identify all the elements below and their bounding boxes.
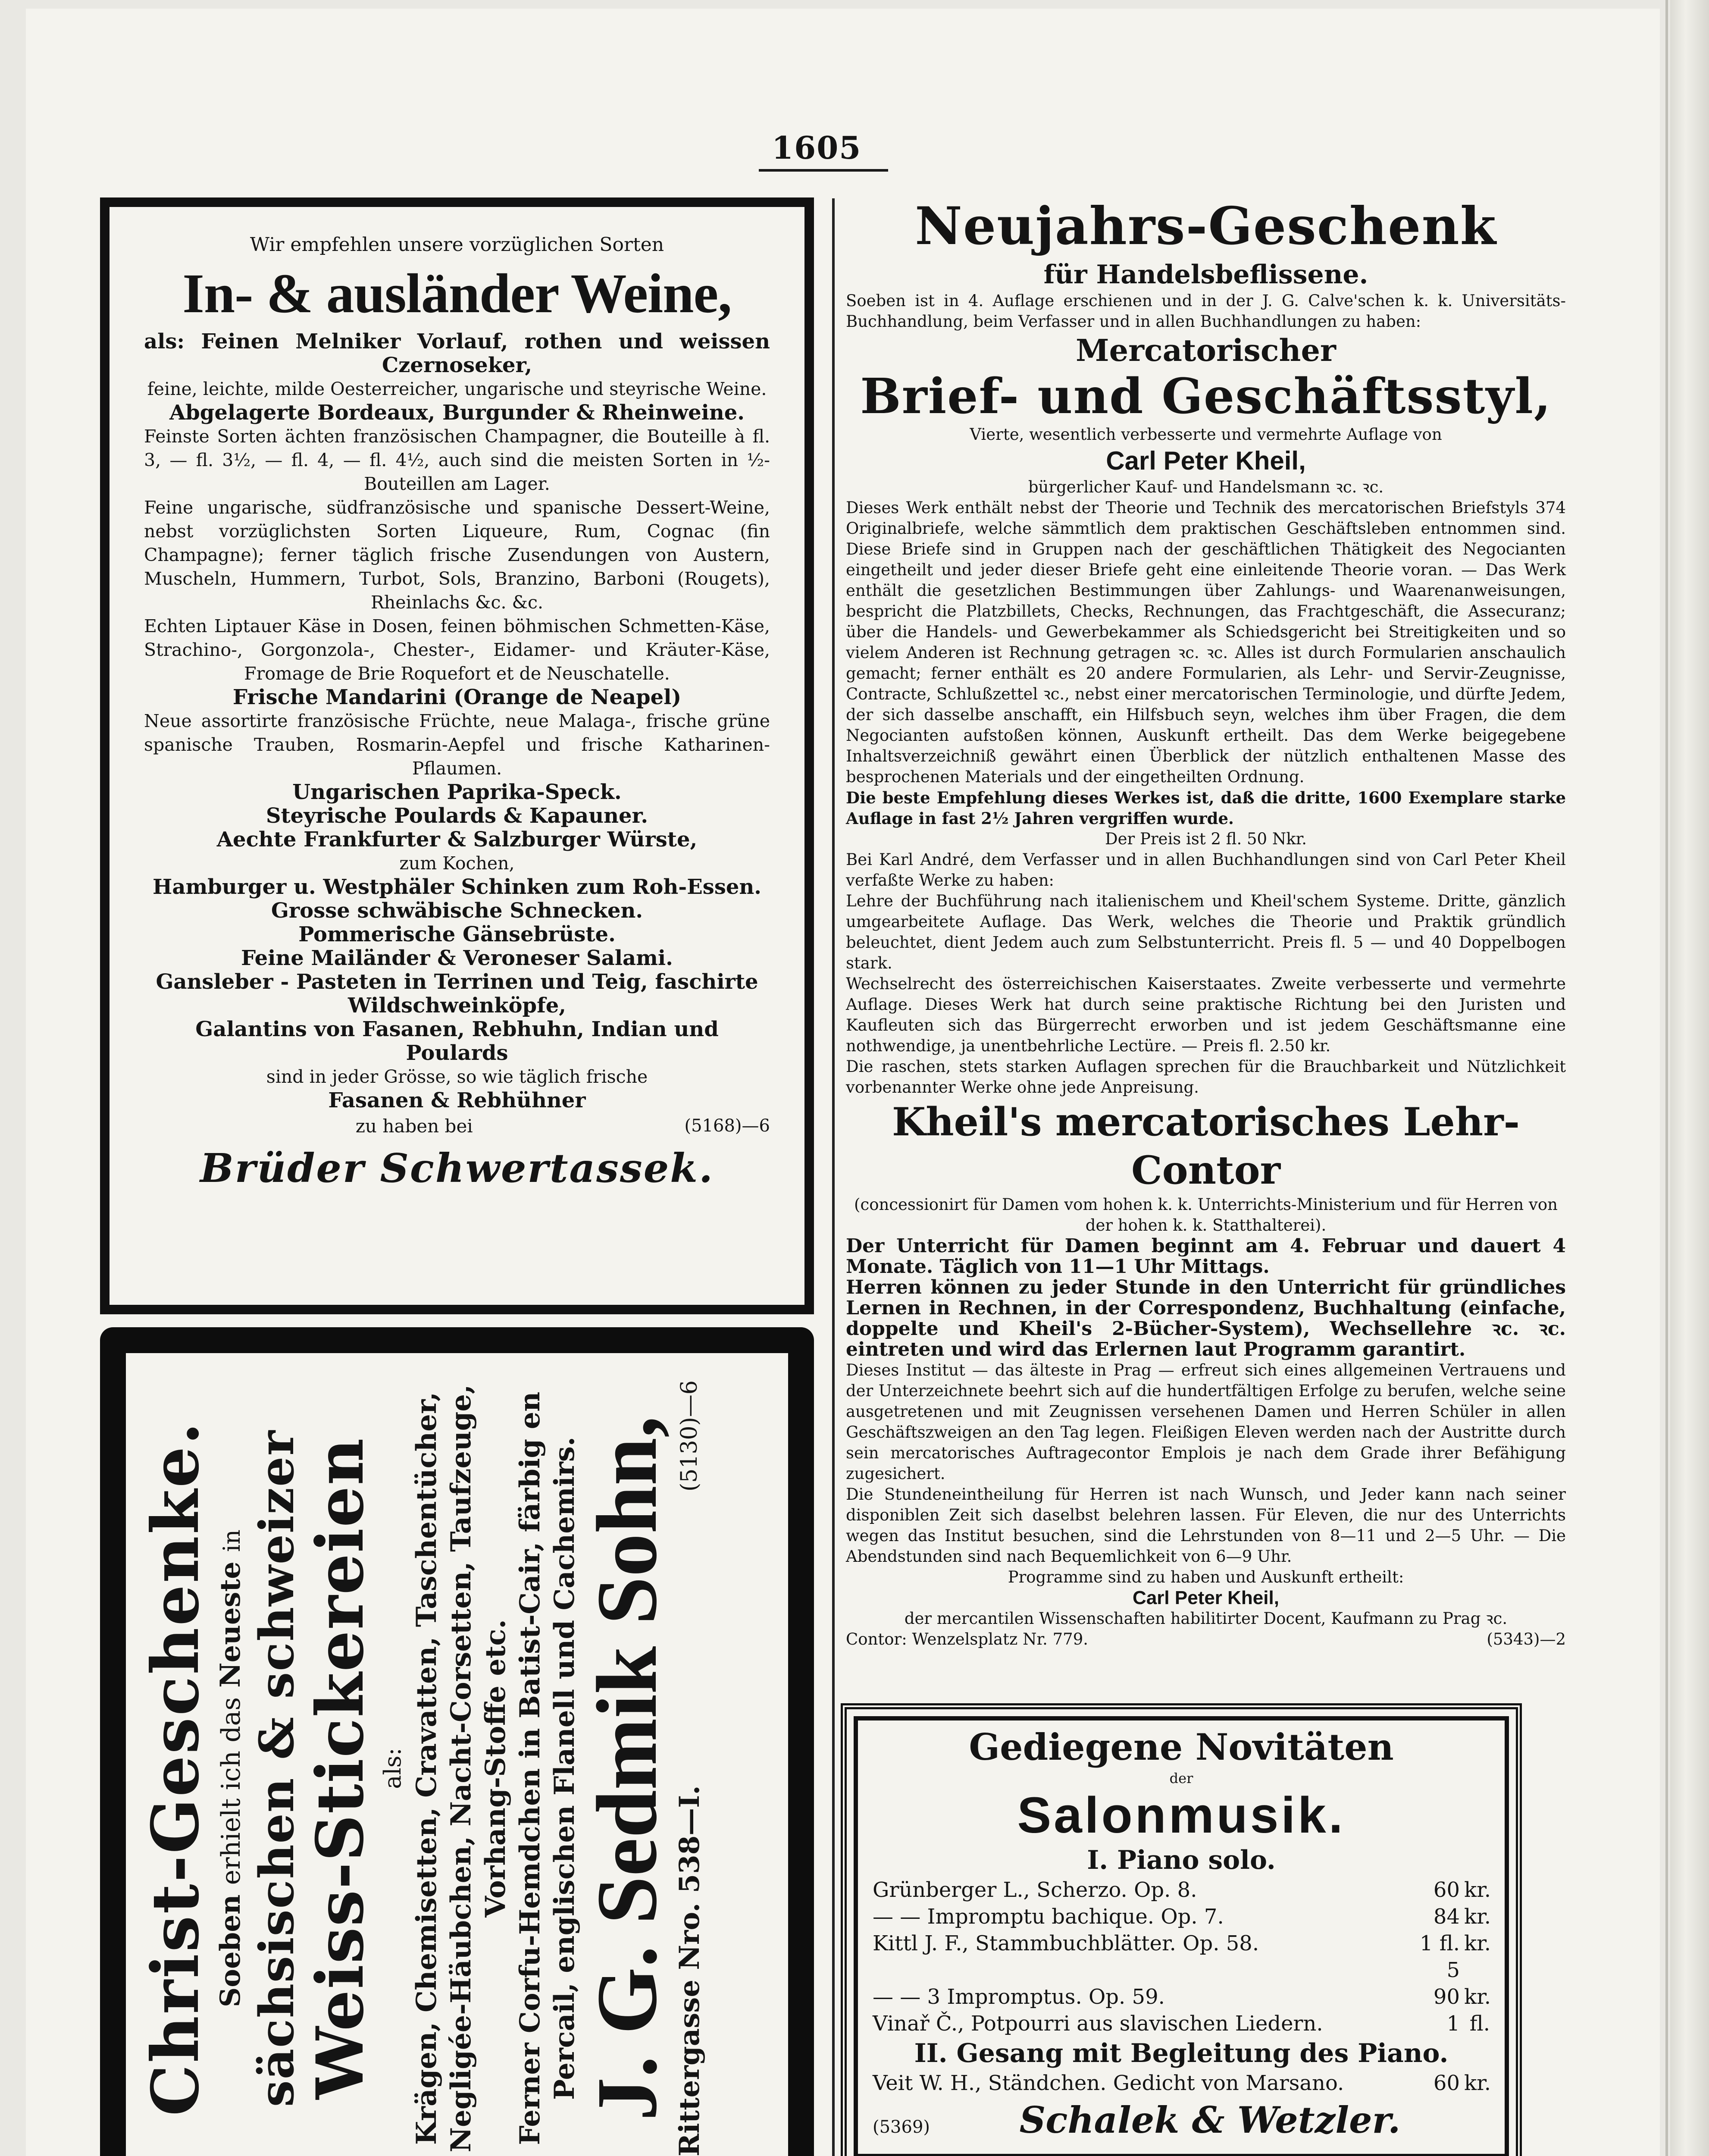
xmas-address: Rittergasse Nro. 538—I.	[673, 1785, 706, 2156]
music-advertisement	[841, 1703, 1522, 2156]
xmas-item: Krägen, Chemisetten, Cravatten, Taschentücher,	[410, 1391, 443, 2145]
music-row-price: 1 fl. 5	[1419, 1931, 1460, 1982]
wine-line: feine, leichte, milde Oesterreicher, ungarische und steyrische Weine.	[147, 379, 767, 399]
music-row-title: Vinař Č., Potpourri aus slavischen Liedern.	[873, 2012, 1323, 2036]
xmas-item: Ferner Corfu-Hemdchen in Batist-Cair, färbig en	[514, 1391, 546, 2145]
music-row	[873, 1903, 1490, 1930]
xmas-origin: sächsischen & schweizer	[249, 1429, 304, 2107]
page-number: 1605	[772, 129, 862, 166]
newyear-subtitle: für Handelsbeflissene.	[1043, 260, 1368, 290]
music-row-price: 60	[1433, 1878, 1460, 1902]
wine-line: Abgelagerte Bordeaux, Burgunder & Rheinweine.	[169, 401, 745, 425]
wine-available: zu haben bei	[355, 1116, 473, 1137]
xmas-item: Negligée-Häubchen, Nacht-Corsetten, Taufzeuge,	[445, 1384, 477, 2152]
music-title: Gediegene Novitäten	[969, 1726, 1394, 1768]
wine-line: Hamburger u. Westphäler Schinken zum Roh-Essen.	[153, 875, 761, 899]
column-divider	[832, 198, 835, 2156]
xmas-erhielt: erhielt ich das	[216, 1697, 246, 1885]
wine-line: Gansleber - Pasteten in Terrinen und Teig, faschirte Wildschweinköpfe,	[156, 970, 758, 1018]
xmas-intro-row	[213, 1363, 249, 2156]
wine-line: Frische Mandarini (Orange de Neapel)	[232, 685, 682, 709]
xmas-als: als:	[379, 1747, 406, 1789]
book-author-role: bürgerlicher Kauf- und Handelsmann ꝛc. ꝛc.	[1028, 478, 1384, 496]
music-row	[873, 1930, 1490, 1984]
wine-line: Feine Mailänder & Veroneser Salami.	[241, 946, 673, 970]
music-der: der	[1169, 1770, 1193, 1786]
xmas-title: Christ-Geschenke.	[138, 1420, 213, 2116]
wine-line: Neue assortirte französische Früchte, neue Malaga-, frische grüne spanische Trauben, Rosmarin-Aepfel und frische Katharinen-Pflaumen.	[144, 711, 770, 779]
page-edge-line	[1665, 0, 1668, 2156]
wine-headline: In- & ausländer Weine,	[182, 263, 732, 325]
music-ref: (5369)	[873, 2117, 930, 2137]
xmas-soeben: Soeben	[214, 1894, 247, 2007]
music-section-piano: I. Piano solo.	[1087, 1845, 1276, 1875]
xmas-product: Weiss-Stickereien	[302, 1437, 378, 2100]
xmas-neueste: Neueste	[214, 1561, 247, 1688]
xmas-item: Vorhang-Stoffe etc.	[479, 1619, 512, 1918]
music-row-title: — — 3 Impromptus. Op. 59.	[873, 1985, 1165, 2009]
contor-damen: Der Unterricht für Damen beginnt am 4. Februar und dauert 4 Monate. Täglich von 11—1 Uhr Mittags.	[846, 1235, 1566, 1278]
contor-program: Programme sind zu haben und Auskunft ertheilt:	[1008, 1568, 1404, 1586]
right-column	[846, 194, 1566, 1650]
christmas-advertisement	[100, 1327, 814, 2156]
wine-line: zum Kochen,	[399, 853, 515, 874]
contor-signature-name: Carl Peter Kheil,	[1133, 1587, 1279, 1608]
book3: Wechselrecht des österreichischen Kaiserstaates. Zweite verbesserte und vermehrte Auflage. Dieses Werk hat durch seine praktische Richtung bei den Juristen und Kaufleuten sich das Bürgerrecht erworben und ist jedem Geschäftsmanne eine nothwendige, ja unentbehrliche Lectüre. — Preis fl. 2.50 kr.	[846, 975, 1566, 1055]
music-row-price: 60	[1433, 2071, 1460, 2095]
book2: Lehre der Buchführung nach italienischem und Kheil'schem Systeme. Dritte, gänzlich umgearbeitete Auflage. Das Werk, welches die Theorie und Praktik gründlich beleuchtet, dient Jedem auch zum Selbstunterricht. Preis fl. 5 — und 40 Doppelbogen stark.	[846, 892, 1566, 972]
page-number-underline	[759, 169, 888, 172]
christmas-ad-content	[138, 1363, 776, 2156]
book-price: Der Preis ist 2 fl. 50 Nkr.	[1105, 830, 1307, 848]
newyear-intro: Soeben ist in 4. Auflage erschienen und in der J. G. Calve'schen k. k. Universitäts-Buchhandlung, beim Verfasser und in allen Buchhandlungen zu haben:	[846, 291, 1566, 331]
music-row-unit: kr.	[1464, 1878, 1491, 1902]
wine-line: als: Feinen Melniker Vorlauf, rothen und weissen Czernoseker,	[144, 329, 770, 377]
music-row	[873, 2070, 1490, 2096]
book-edition: Vierte, wesentlich verbesserte und vermehrte Auflage von	[970, 425, 1442, 444]
music-row-title: Veit W. H., Ständchen. Gedicht von Marsano.	[873, 2071, 1344, 2095]
music-salon: Salonmusik.	[1017, 1787, 1346, 1844]
music-row-title: — — Impromptu bachique. Op. 7.	[873, 1905, 1224, 1929]
wine-line: Galantins von Fasanen, Rebhuhn, Indian und Poulards	[195, 1017, 719, 1065]
wine-intro: Wir empfehlen unsere vorzüglichen Sorten	[250, 234, 664, 256]
wine-line: Echten Liptauer Käse in Dosen, feinen böhmischen Schmetten-Käse, Strachino-, Gorgonzola-, Chester-, Eidamer- und Kräuter-Käse, Fromage de Brie Roquefort et de Neuschatelle.	[144, 616, 770, 684]
music-row	[873, 1877, 1490, 1903]
music-row-unit: kr.	[1464, 2071, 1491, 2095]
music-row-unit: kr.	[1464, 1931, 1491, 1955]
also-by: Bei Karl André, dem Verfasser und in allen Buchhandlungen sind von Carl Peter Kheil verfaßte Werke zu haben:	[846, 850, 1566, 890]
wine-line: Pommerische Gänsebrüste.	[298, 922, 616, 946]
contor-ref: (5343)—2	[1487, 1630, 1566, 1648]
xmas-footer	[673, 1363, 707, 2156]
wine-line: Grosse schwäbische Schnecken.	[271, 899, 643, 923]
contor-footer	[846, 1629, 1566, 1650]
xmas-ref: (5130)—6	[676, 1380, 702, 1492]
xmas-item: Percail, englischen Flanell und Cachemirs.	[548, 1436, 581, 2100]
music-row-unit: fl.	[1469, 2012, 1490, 2036]
wine-line: Feine ungarische, südfranzösische und spanische Dessert-Weine, nebst vorzüglichsten Sorten Liqueure, Rum, Cognac (fin Champagne); ferner täglich frische Zusendungen von Austern, Muscheln, Hummern, Turbot, Sols, Branzino, Barboni (Rougets), Rheinlachs &c. &c.	[144, 497, 770, 613]
contor-institute: Dieses Institut — das älteste in Prag — erfreut sich eines allgemeinen Vertrauens und der Unterzeichnete beehrt sich auf die hundertfältigen Erfolge zu berufen, welche seine ausgetretenen und mit Zeugnissen versehenen Damen und Herren Schüler in allen Geschäftszweigen an den Tag legen. Fleißigen Eleven werden nach der Austritte durch sein mercatorisches Auftragecontor Emplois je nach dem Grade ihrer Befähigung zugesichert.	[846, 1361, 1566, 1483]
wine-line: Aechte Frankfurter & Salzburger Würste,	[216, 827, 698, 852]
xmas-firm: J. G. Sedmik Sohn,	[579, 1416, 675, 2121]
adjacent-page-edge	[1670, 0, 1709, 2156]
music-footer	[873, 2096, 1490, 2144]
contor-hours: Die Stundeneintheilung für Herren ist nach Wunsch, und Jeder kann nach seiner disponiblen Zeit sich daselbst belehren lassen. Für Eleven, die nur des Unterrichts wegen das Institut besuchen, sind die Lehrstunden von 8—11 und 2—5 Uhr. — Die Abendstunden sind nach Bequemlichkeit von 6—9 Uhr.	[846, 1485, 1566, 1566]
book-praise: Die beste Empfehlung dieses Werkes ist, daß die dritte, 1600 Exemplare starke Auflage in fast 2½ Jahren vergriffen wurde.	[846, 788, 1566, 828]
music-section-song: II. Gesang mit Begleitung des Piano.	[914, 2038, 1449, 2068]
music-row-price: 90	[1433, 1985, 1460, 2009]
book-title: Brief- und Geschäftsstyl,	[860, 368, 1552, 425]
music-row	[873, 1984, 1490, 2010]
music-row-unit: kr.	[1464, 1905, 1491, 1929]
book-pre-title: Mercatorischer	[1076, 332, 1336, 368]
wine-available-row	[144, 1114, 770, 1138]
contor-title: Kheil's mercatorisches Lehr-Contor	[892, 1099, 1520, 1193]
wine-line: sind in jeder Grösse, so wie täglich frische	[266, 1066, 648, 1087]
newyear-title: Neujahrs-Geschenk	[915, 196, 1497, 257]
music-row-title: Grünberger L., Scherzo. Op. 8.	[873, 1878, 1197, 1902]
xmas-in: in	[218, 1529, 245, 1552]
wine-signature: Brüder Schwertassek.	[200, 1145, 714, 1191]
music-row-price: 84	[1433, 1905, 1460, 1929]
wine-ref: (5168)—6	[684, 1116, 770, 1136]
wine-line: Ungarischen Paprika-Speck.	[292, 780, 622, 804]
wine-line: Feinste Sorten ächten französischen Champagner, die Bouteille à fl. 3, — fl. 3½, — fl. 4, — fl. 4½, auch sind die meisten Sorten in ½-Bouteillen am Lager.	[144, 426, 770, 494]
wine-line: Fasanen & Rebhühner	[328, 1088, 586, 1112]
music-row-unit: kr.	[1464, 1985, 1491, 2009]
contor-herren: Herren können zu jeder Stunde in den Unterricht für gründliches Lernen in Rechnen, in der Correspondenz, Buchhaltung (einfache, doppelte und Kheil's 2-Bücher-System), Wechsellehre ꝛc. ꝛc. eintreten und wird das Erlernen laut Programm garantirt.	[846, 1276, 1566, 1360]
music-row-title: Kittl J. F., Stammbuchblätter. Op. 58.	[873, 1931, 1259, 1955]
contor-address: Contor: Wenzelsplatz Nr. 779.	[846, 1630, 1089, 1648]
contor-subtitle: (concessionirt für Damen vom hohen k. k. Unterrichts-Ministerium und für Herren von der hohen k. k. Statthalterei).	[854, 1195, 1558, 1235]
book-author: Carl Peter Kheil,	[1106, 446, 1306, 475]
wine-line: Steyrische Poulards & Kapauner.	[266, 804, 648, 828]
book-note: Die raschen, stets starken Auflagen sprechen für die Brauchbarkeit und Nützlichkeit vorbenannter Werke ohne jede Anpreisung.	[846, 1057, 1566, 1097]
wine-advertisement	[100, 197, 814, 1314]
music-firm: Schalek & Wetzler.	[1019, 2099, 1401, 2141]
contor-signature-role: der mercantilen Wissenschaften habilitirter Docent, Kaufmann zu Prag ꝛc.	[904, 1609, 1508, 1628]
music-row	[873, 2010, 1490, 2037]
book-description: Dieses Werk enthält nebst der Theorie und Technik des mercatorischen Briefstyls 374 Originalbriefe, welche sämmtlich dem praktischen Geschäftsleben entnommen sind. Diese Briefe sind in Gruppen nach der geschäftlichen Thätigkeit des Negocianten eingetheilt und jeder dieser Briefe geht eine einleitende Theorie voran. — Das Werk enthält die gesetzlichen Bestimmungen über Zahlungs- und Waarenanweisungen, bespricht die Platzbillets, Checks, Rechnungen, das Frachtgeschäft, die Assecuranz; über die Handels- und Gewerbekammer als Schiedsgericht bei Streitigkeiten und so vielem Anderen ist Rechnung getragen ꝛc. ꝛc. Alles ist durch Formularien anschaulich gemacht; ferner enthält es 20 andere Formularien, als Lehr- und Servir-Zeugnisse, Contracte, Schlußzettel ꝛc., nebst einer mercatorischen Terminologie, und dürfte Jedem, der sich dasselbe anschafft, ein Hilfsbuch seyn, welches ihm über Fragen, die dem Negocianten aufstoßen können, Auskunft ertheilt. Das dem Werke beigegebene Inhaltsverzeichniß gewährt einen Überblick der nützlich enthaltenen Masse des besprochenen Materials und der eingetheilten Ordnung.	[846, 498, 1566, 786]
music-row-price: 1	[1446, 2012, 1460, 2036]
